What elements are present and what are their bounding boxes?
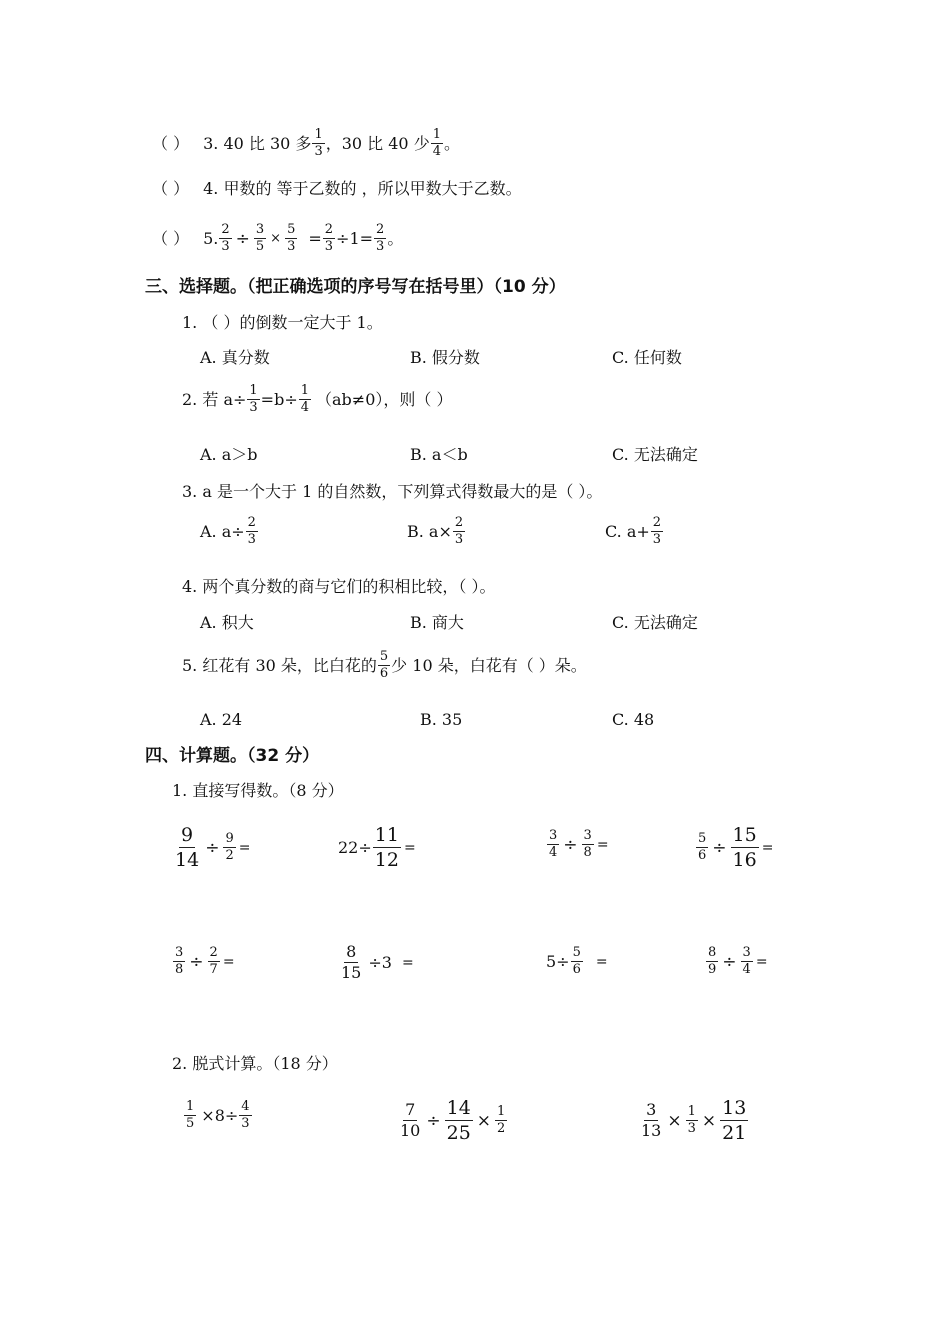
step-calc-3: $\frac{3}{13}$ × $\frac{1}{3}$ × $\frac{13}{21}$ — [641, 1097, 747, 1144]
fraction: $\frac{8}{15}$ — [341, 942, 362, 982]
fraction: $\frac{3}{8}$ — [175, 945, 184, 977]
fraction: $\frac{1}{4}$ — [432, 127, 441, 159]
fraction: $\frac{1}{4}$ — [300, 383, 310, 415]
section4-sub1: 1. 直接写得数。（8 分） — [172, 781, 344, 800]
step-calc-1: $\frac{1}{5}$ ×8÷ $\frac{4}{3}$ — [186, 1099, 250, 1131]
fraction: $\frac{2}{3}$ — [376, 222, 385, 254]
fraction: $\frac{3}{8}$ — [583, 828, 592, 860]
judge-q5: （ ） 5. $\frac{2}{3}$ ÷ $\frac{3}{5}$ × $\frac{5}{3}$ = $\frac{2}{3}$ ÷1= $\frac{2}{3}$ 。 — [152, 222, 404, 254]
fraction: $\frac{11}{12}$ — [374, 824, 399, 871]
fraction: $\frac{15}{16}$ — [732, 824, 757, 871]
choice-q1-a: A. 真分数 — [200, 348, 270, 367]
fraction: $\frac{2}{3}$ — [454, 515, 464, 547]
fraction: $\frac{5}{6}$ — [379, 649, 389, 681]
calc-item-1: $\frac{9}{14}$ ÷ $\frac{9}{2}$ = — [175, 824, 251, 871]
calc-item-3: $\frac{3}{4}$ ÷ $\frac{3}{8}$ = — [549, 828, 609, 860]
fraction: $\frac{3}{4}$ — [549, 828, 558, 860]
judge-q4: （ ） 4. 甲数的 等于乙数的 ，所以甲数大于乙数。 — [152, 179, 522, 198]
calc-item-5: $\frac{3}{8}$ ÷ $\frac{2}{7}$ = — [175, 945, 235, 977]
fraction: $\frac{9}{14}$ — [175, 824, 200, 871]
fraction: $\frac{2}{3}$ — [221, 222, 230, 254]
calc-item-6: $\frac{8}{15}$ ÷3 = — [341, 942, 414, 982]
choice-q5-c: C. 48 — [612, 710, 655, 729]
fraction: $\frac{3}{13}$ — [641, 1100, 662, 1140]
fraction: $\frac{14}{25}$ — [446, 1097, 471, 1144]
fraction: $\frac{13}{21}$ — [722, 1097, 747, 1144]
fraction: $\frac{5}{6}$ — [698, 831, 707, 863]
fraction: $\frac{2}{7}$ — [209, 945, 218, 977]
judge-q3: （ ） 3. 40 比 30 多 $\frac{1}{3}$ ，30 比 40 少 $\frac{1}{4}$ 。 — [152, 127, 460, 159]
fraction: $\frac{5}{3}$ — [287, 222, 296, 254]
fraction: $\frac{8}{9}$ — [708, 945, 717, 977]
choice-q2-b: B. a＜b — [410, 445, 468, 464]
choice-q4-c: C. 无法确定 — [612, 613, 698, 632]
fraction: $\frac{9}{2}$ — [225, 831, 234, 863]
fraction: $\frac{3}{4}$ — [742, 945, 751, 977]
section3-title: 三、选择题。（把正确选项的序号写在括号里）（10 分） — [145, 277, 566, 297]
choice-q5-b: B. 35 — [420, 710, 463, 729]
choice-q3-a: A. a÷ $\frac{2}{3}$ — [200, 515, 256, 547]
choice-q5-a: A. 24 — [200, 710, 243, 729]
fraction: $\frac{1}{2}$ — [497, 1104, 506, 1136]
step-calc-2: $\frac{7}{10}$ ÷ $\frac{14}{25}$ × $\frac{1}{2}$ — [400, 1097, 506, 1144]
calc-item-2: 22÷ $\frac{11}{12}$ = — [338, 824, 416, 871]
fraction: $\frac{1}{3}$ — [314, 127, 323, 159]
fraction: $\frac{1}{3}$ — [687, 1104, 696, 1136]
choice-q4-b: B. 商大 — [410, 613, 464, 632]
choice-q1-b: B. 假分数 — [410, 348, 480, 367]
calc-item-7: 5÷ $\frac{5}{6}$ = — [546, 945, 608, 977]
section4-title: 四、计算题。（32 分） — [145, 746, 320, 766]
fraction: $\frac{7}{10}$ — [400, 1100, 421, 1140]
section4-sub2: 2. 脱式计算。（18 分） — [172, 1054, 338, 1073]
fraction: $\frac{5}{6}$ — [572, 945, 581, 977]
choice-q4: 4. 两个真分数的商与它们的积相比较，（ ）。 — [182, 577, 496, 596]
choice-q3: 3. a 是一个大于 1 的自然数，下列算式得数最大的是（ ）。 — [182, 482, 603, 501]
calc-item-4: $\frac{5}{6}$ ÷ $\frac{15}{16}$ = — [698, 824, 774, 871]
choice-q2-c: C. 无法确定 — [612, 445, 698, 464]
fraction: $\frac{3}{5}$ — [255, 222, 265, 254]
choice-q1-c: C. 任何数 — [612, 348, 682, 367]
fraction: $\frac{1}{3}$ — [249, 383, 258, 415]
fraction: $\frac{2}{3}$ — [247, 515, 256, 547]
calc-item-8: $\frac{8}{9}$ ÷ $\frac{3}{4}$ = — [708, 945, 768, 977]
choice-q5: 5. 红花有 30 朵，比白花的 $\frac{5}{6}$ 少 10 朵，白花有（ ）朵。 — [182, 649, 587, 681]
choice-q3-b: B. a× $\frac{2}{3}$ — [407, 515, 464, 547]
choice-q2-a: A. a＞b — [200, 445, 258, 464]
fraction: $\frac{1}{5}$ — [186, 1099, 195, 1131]
choice-q1: 1. （ ）的倒数一定大于 1。 — [182, 313, 383, 332]
fraction: $\frac{4}{3}$ — [241, 1099, 250, 1131]
fraction: $\frac{2}{3}$ — [324, 222, 334, 254]
choice-q3-c: C. a+ $\frac{2}{3}$ — [605, 515, 662, 547]
choice-q4-a: A. 积大 — [200, 613, 254, 632]
choice-q2: 2. 若 a÷ $\frac{1}{3}$ =b÷ $\frac{1}{4}$ （ab≠0），则（ ） — [182, 383, 453, 415]
fraction: $\frac{2}{3}$ — [652, 515, 662, 547]
